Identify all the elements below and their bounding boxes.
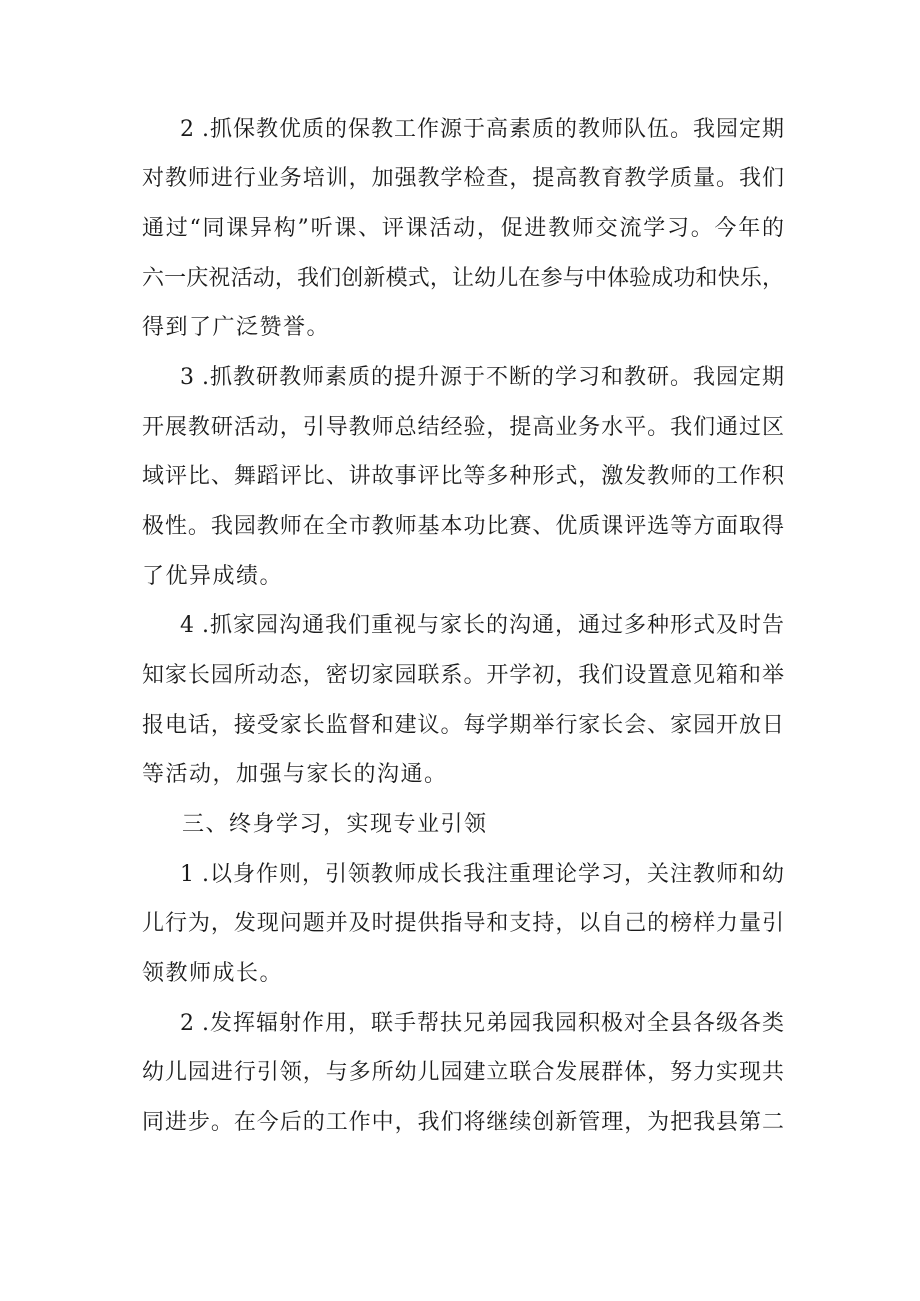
- text-line: 4 .抓家园沟通我们重视与家长的沟通，通过多种形式及时告: [180, 613, 784, 638]
- text-line: 六一庆祝活动，我们创新模式，让幼儿在参与中体验成功和快乐，: [142, 266, 784, 291]
- text-line: 3 .抓教研教师素质的提升源于不断的学习和教研。我园定期: [180, 365, 784, 390]
- text-line: 开展教研活动，引导教师总结经验，提高业务水平。我们通过区: [142, 415, 784, 440]
- text-line: 儿行为，发现问题并及时提供指导和支持，以自己的榜样力量引: [142, 911, 784, 936]
- text-line: 了优异成绩。: [142, 564, 284, 589]
- text-line: 得到了广泛赞誉。: [142, 315, 331, 340]
- text-line: 域评比、舞蹈评比、讲故事评比等多种形式，激发教师的工作积: [142, 464, 784, 489]
- text-line: 等活动，加强与家长的沟通。: [142, 762, 448, 787]
- text-line: 极性。我园教师在全市教师基本功比赛、优质课评选等方面取得: [142, 514, 784, 539]
- text-line: 1 .以身作则，引领教师成长我注重理论学习，关注教师和幼: [180, 862, 784, 887]
- text-line: 知家长园所动态，密切家园联系。开学初，我们设置意见箱和举: [142, 663, 784, 688]
- text-line: 报电话，接受家长监督和建议。每学期举行家长会、家园开放日: [142, 713, 784, 738]
- text-line: 幼儿园进行引领，与多所幼儿园建立联合发展群体，努力实现共: [142, 1060, 784, 1085]
- text-line: 同进步。在今后的工作中，我们将继续创新管理，为把我县第二: [142, 1110, 784, 1135]
- text-line: 通过“同课异构”听课、评课活动，促进教师交流学习。今年的: [142, 216, 784, 241]
- text-line: 对教师进行业务培训，加强教学检查，提高教育教学质量。我们: [142, 166, 784, 191]
- section-heading-text: 三、终身学习，实现专业引领: [182, 812, 488, 837]
- text-line: 2 .发挥辐射作用，联手帮扶兄弟园我园积极对全县各级各类: [180, 1011, 784, 1036]
- text-line: 领教师成长。: [142, 961, 284, 986]
- text-line: 2 .抓保教优质的保教工作源于高素质的教师队伍。我园定期: [180, 117, 784, 142]
